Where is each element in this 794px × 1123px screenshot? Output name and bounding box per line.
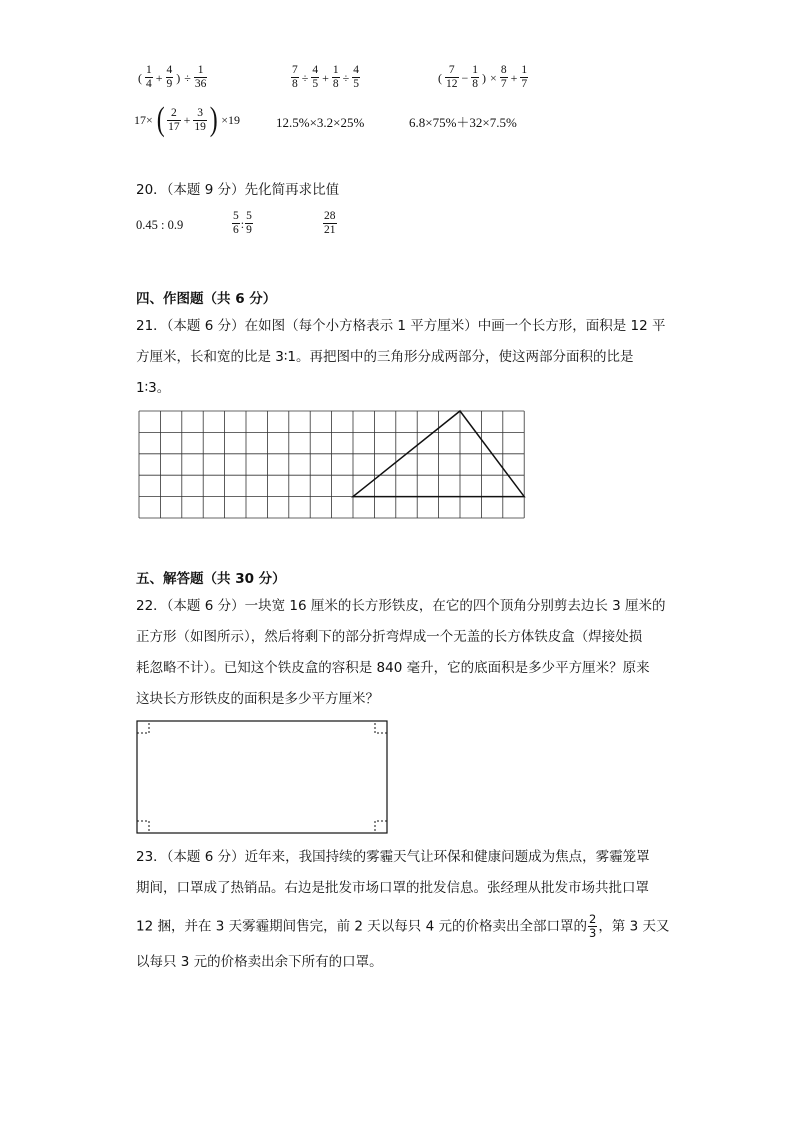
ratio-1: 0.45 : 0.9 [136, 218, 184, 232]
question-22-line-4: 这块长方形铁皮的面积是多少平方厘米？ [136, 691, 379, 707]
cut-corner-top-left [137, 721, 149, 733]
question-22-line-3: 耗忽略不计）。已知这个铁皮盒的容积是 840 毫升，它的底面积是多少平方厘米？原来 [136, 660, 650, 676]
ratio-2: $\frac{5}{6}$ : $\frac{5}{9}$ [233, 210, 252, 236]
square-grid-figure [138, 410, 524, 521]
fraction: $\frac{2}{3}$ [588, 912, 597, 940]
fraction: $\frac{1}{8}$ [472, 64, 479, 90]
expr-1: ( $\frac{1}{4}$ + $\frac{4}{9}$ ) ÷ $\frac{1}{36}$ [138, 64, 207, 90]
expr-5: 12.5%×3.2×25% [276, 115, 365, 130]
question-21-line-3: 1∶3。 [136, 380, 171, 396]
fraction: $\frac{1}{8}$ [332, 64, 339, 90]
fraction: $\frac{4}{5}$ [353, 64, 359, 90]
question-22-line-2: 正方形（如图所示），然后将剩下的部分折弯焊成一个无盖的长方体铁皮盒（焊接处损 [136, 629, 643, 645]
fraction: $\frac{4}{9}$ [166, 64, 173, 90]
fraction: $\frac{7}{12}$ [446, 64, 458, 90]
section-4-heading: 四、作图题（共 6 分） [136, 291, 277, 307]
question-21-line-1: 21．（本题 6 分）在如图（每个小方格表示 1 平方厘米）中画一个长方形，面积是 12 平 [136, 318, 666, 334]
cut-corner-bottom-right [375, 821, 387, 833]
fraction: $\frac{5}{9}$ [246, 210, 252, 236]
question-22-line-1: 22．（本题 6 分）一块宽 16 厘米的长方形铁皮，在它的四个顶角分别剪去边长 3 厘米的 [136, 598, 666, 614]
fraction: $\frac{2}{17}$ [168, 106, 180, 133]
paren: ( [138, 70, 142, 85]
question-21-line-2: 方厘米，长和宽的比是 3∶1。再把图中的三角形分成两部分，使这两部分面积的比是 [136, 349, 634, 365]
fraction: $\frac{3}{19}$ [194, 106, 206, 133]
fraction: $\frac{5}{6}$ [233, 210, 239, 236]
fraction: $\frac{1}{4}$ [146, 64, 152, 90]
fraction: $\frac{1}{36}$ [194, 64, 207, 90]
sheet-metal-figure [136, 720, 388, 834]
sheet-outline [137, 721, 387, 833]
expr-4: 17× ( $\frac{2}{17}$ + $\frac{3}{19}$ ) ×19 [134, 101, 240, 138]
fraction: $\frac{1}{7}$ [521, 64, 528, 90]
question-20-title: 20．（本题 9 分）先化简再求比值 [136, 182, 340, 198]
fraction: $\frac{8}{7}$ [500, 64, 507, 90]
question-23-line-2: 期间，口罩成了热销品。右边是批发市场口罩的批发信息。张经理从批发市场共批口罩 [136, 880, 649, 896]
question-23-line-4: 以每只 3 元的价格卖出余下所有的口罩。 [136, 954, 383, 970]
expr-2: $\frac{7}{8}$ ÷ $\frac{4}{5}$ + $\frac{1}{8}$ ÷ $\frac{4}{5}$ [292, 64, 359, 90]
ratio-3 [322, 210, 338, 237]
question-23-line-1: 23．（本题 6 分）近年来，我国持续的雾霾天气让环保和健康问题成为焦点，雾霾笼罩 [136, 849, 650, 865]
expr-3: ( $\frac{7}{12}$ − $\frac{1}{8}$ ) × $\frac{8}{7}$ + $\frac{1}{7}$ [438, 64, 528, 90]
section-5-heading: 五、解答题（共 30 分） [136, 571, 286, 587]
cut-corner-bottom-left [137, 821, 149, 833]
fraction: $\frac{28}{21}$ [324, 210, 336, 236]
fraction: $\frac{4}{5}$ [312, 64, 319, 90]
cut-corner-top-right [375, 721, 387, 733]
fraction: $\frac{7}{8}$ [292, 64, 298, 90]
question-23-line-3: 12 捆，并在 3 天雾霾期间售完，前 2 天以每只 4 元的价格卖出全部口罩的 $\frac{2}{3}$ ，第 3 天又 [136, 912, 670, 940]
expr-6: 6.8×75%＋32×7.5% [409, 115, 517, 130]
